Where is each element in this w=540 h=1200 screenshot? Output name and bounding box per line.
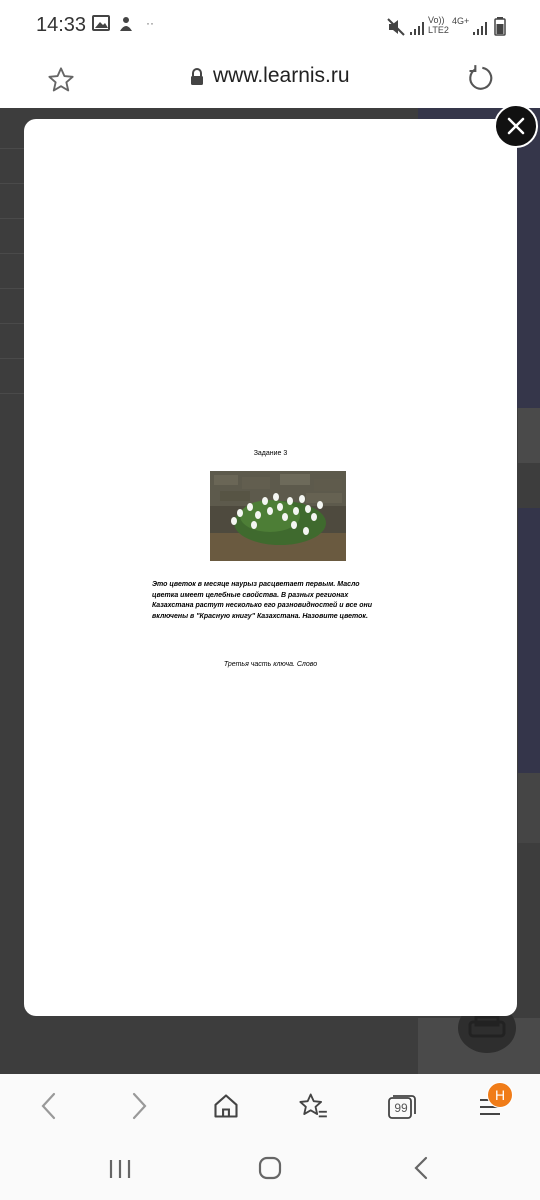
signal-2-icon bbox=[472, 20, 488, 36]
page-block bbox=[518, 773, 540, 843]
battery-icon bbox=[494, 17, 506, 37]
task-title: Задание 3 bbox=[253, 450, 288, 457]
close-icon bbox=[507, 117, 525, 135]
task-text: Это цветок в месяце наурыз расцветает первым. Масло цветка имеет целебные свойства. В разных регионах Казахстана растут несколько его разновидностей и все они включены в "Красную книгу" Казахстана. Назовите цветок. bbox=[152, 581, 373, 620]
system-navigation-bar bbox=[0, 1136, 540, 1200]
tabs-count: 99 bbox=[394, 1101, 408, 1115]
lock-icon bbox=[190, 68, 204, 86]
browser-bottom-bar bbox=[0, 1074, 540, 1136]
url-text[interactable]: www.learnis.ru bbox=[213, 64, 350, 87]
back-nav-icon[interactable] bbox=[412, 1156, 430, 1180]
key-hint: Третья часть ключа. Слово bbox=[223, 661, 318, 668]
reload-icon[interactable] bbox=[466, 64, 494, 92]
signal-1-icon bbox=[409, 20, 427, 36]
tabs-button[interactable] bbox=[388, 1094, 416, 1120]
profile-badge[interactable]: Н bbox=[487, 1082, 513, 1108]
status-time: 14:33 bbox=[36, 14, 87, 36]
status-bar bbox=[0, 0, 540, 54]
document-modal bbox=[24, 119, 517, 1016]
gallery-notification-icon bbox=[92, 15, 110, 31]
app-notification-icon bbox=[117, 15, 135, 33]
home-icon[interactable] bbox=[212, 1092, 240, 1120]
recent-apps-icon[interactable] bbox=[108, 1158, 132, 1180]
bookmarks-icon[interactable] bbox=[298, 1092, 328, 1120]
page-block bbox=[518, 408, 540, 463]
close-button[interactable] bbox=[494, 104, 538, 148]
mute-icon bbox=[387, 18, 405, 36]
url-bar bbox=[0, 54, 540, 108]
network-gen-label: 4G+ bbox=[452, 16, 470, 26]
more-notifications-icon: ·· bbox=[146, 16, 154, 30]
snowdrop-flower-photo bbox=[210, 471, 346, 561]
back-icon[interactable] bbox=[38, 1092, 60, 1120]
forward-icon[interactable] bbox=[128, 1092, 150, 1120]
page-block bbox=[518, 508, 540, 773]
star-icon[interactable] bbox=[47, 66, 75, 94]
network-label: Vo)) LTE2 bbox=[428, 15, 449, 35]
home-nav-icon[interactable] bbox=[258, 1156, 282, 1180]
